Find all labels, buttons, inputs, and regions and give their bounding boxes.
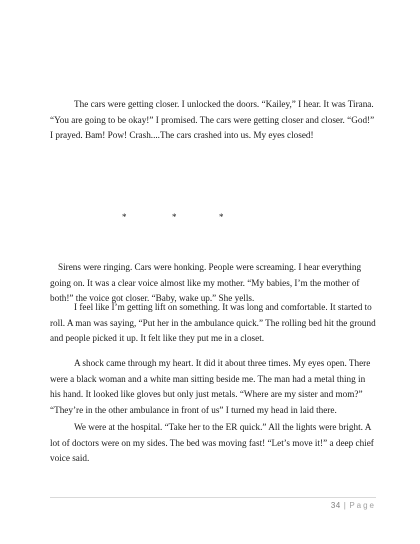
paragraph (50, 97, 376, 144)
paragraph (50, 356, 376, 418)
paragraph-text: A shock came through my heart. It did it about three times. My eyes open. There were a black woman and a white man sitting beside me. The man had a metal thing in his hand. It looked like gloves but only just metals. “Where are my sister and mom?” “They’re in the other ambulance in front of us” I turned my head in laid there. (50, 358, 371, 415)
page-word: Page (349, 501, 376, 510)
scene-break-asterisk: * (219, 212, 224, 222)
page-number: 34 (330, 501, 341, 510)
scene-break (0, 212, 420, 226)
paragraph-text: We were at the hospital. “Take her to the ER quick.” All the lights were bright. A lot of doctors were on my sides. The bed was moving fast! “Let’s move it!” a deep chief voice said. (50, 422, 374, 464)
paragraph-text: I feel like I’m getting lift on something. It was long and comfortable. It started to roll. A man was saying, “Put her in the ambulance quick.” The rolling bed hit the ground and people picked it up. It felt like they put me in a closet. (50, 302, 376, 344)
paragraph (50, 300, 376, 347)
paragraph-text: Sirens were ringing. Cars were honking. People were screaming. I hear everything going on. It was a clear voice almost like my mother. “My babies, I’m the mother of both!” the voice got closer. “Baby, wake up.” She yells. (50, 262, 362, 304)
paragraph (50, 420, 376, 467)
scene-break-asterisk: * (172, 212, 177, 222)
page-separator: | (343, 501, 347, 510)
page-footer (50, 497, 376, 512)
page-number-label (331, 501, 376, 510)
paragraph-text: The cars were getting closer. I unlocked the doors. “Kailey,” I hear. It was Tirana. “You are going to be okay!” I promised. The cars were getting closer and closer. “God!” I prayed. Bam! Pow! Crash....The cars crashed into us. My eyes closed! (50, 99, 375, 141)
scene-break-asterisk: * (122, 212, 127, 222)
